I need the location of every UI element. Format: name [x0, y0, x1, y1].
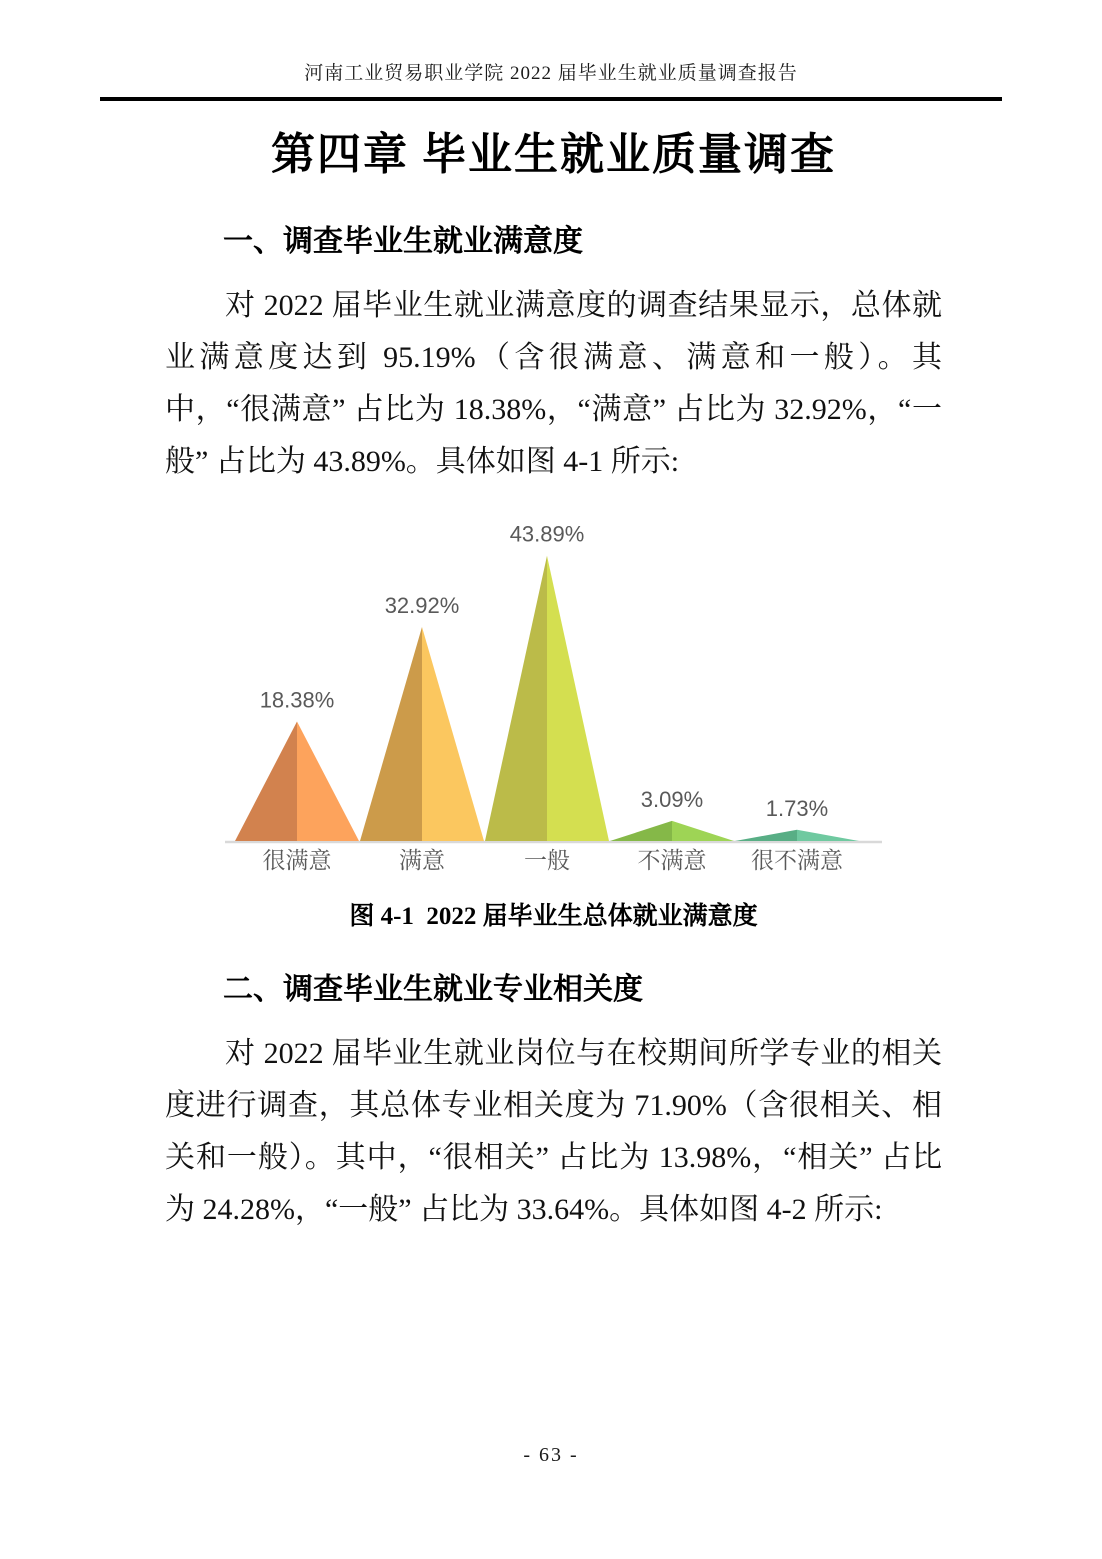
triangle-right-1 — [422, 627, 484, 841]
chapter-title: 第四章 毕业生就业质量调查 — [271, 130, 836, 179]
triangle-right-3 — [672, 821, 734, 841]
value-label-1: 32.92% — [384, 593, 460, 619]
paragraph-satisfaction: 对 2022 届毕业生就业满意度的调查结果显示，总体就业满意度达到 95.19%（含很满意、满意和一般）。其中，“很满意” 占比为 18.38%，“满意” 占比为 32.92%，“一般” 占比为 43.89%。具体如图 4-1 所示: — [165, 289, 942, 478]
value-label-2: 43.89% — [509, 521, 585, 547]
page-number: - 63 - — [523, 1444, 579, 1466]
section-heading-satisfaction: 一、调查毕业生就业满意度 — [223, 225, 583, 258]
triangle-left-3 — [610, 821, 672, 841]
satisfaction-chart — [170, 516, 930, 876]
triangle-left-0 — [235, 722, 297, 841]
paragraph-relevance: 对 2022 届毕业生就业岗位与在校期间所学专业的相关度进行调查，其总体专业相关度为 71.90%（含很相关、相关和一般）。其中，“很相关” 占比为 13.98%，“相关” 占比为 24.28%，“一般” 占比为 33.64%。具体如图 4-2 所示: — [165, 1037, 942, 1226]
page-header: 河南工业贸易职业学院 2022 届毕业生就业质量调查报告 — [304, 63, 798, 84]
figure-4-1 — [170, 516, 930, 876]
triangle-right-4 — [797, 830, 859, 841]
value-label-4: 1.73% — [765, 795, 829, 821]
category-label-3: 不满意 — [637, 847, 707, 873]
triangle-right-2 — [547, 556, 609, 841]
triangle-left-4 — [735, 830, 797, 841]
triangle-right-0 — [297, 722, 359, 841]
figure-caption: 图 4-1 2022 届毕业生总体就业满意度 — [349, 903, 758, 930]
value-label-3: 3.09% — [640, 786, 704, 812]
category-label-1: 满意 — [399, 847, 445, 873]
category-label-0: 很满意 — [262, 847, 332, 873]
triangle-left-1 — [360, 627, 422, 841]
category-label-2: 一般 — [524, 847, 570, 873]
category-label-4: 很不满意 — [751, 847, 843, 873]
page-content — [165, 126, 942, 1236]
section-heading-relevance: 二、调查毕业生就业专业相关度 — [223, 973, 643, 1006]
header-divider — [100, 97, 1002, 101]
triangle-left-2 — [485, 556, 547, 841]
value-label-0: 18.38% — [259, 687, 335, 713]
